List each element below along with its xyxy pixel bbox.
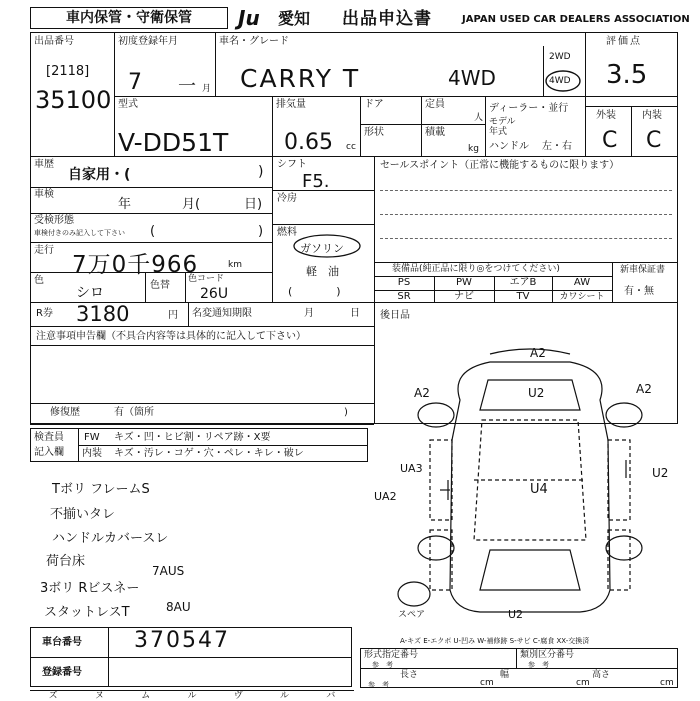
recycle-value: 3180 — [76, 302, 130, 326]
shift-label: シフト — [277, 159, 307, 170]
inspector-row2: キズ・汚レ・コゲ・穴・ペレ・キレ・破レ — [114, 448, 304, 459]
color-value: シロ — [76, 285, 104, 301]
form-type-sub: 参 考 — [372, 661, 393, 669]
handwritten-note-7: 8AU — [166, 600, 191, 614]
interior-label: 内装 — [642, 110, 662, 121]
exterior-label: 外装 — [596, 110, 616, 121]
later-docs-label: 後日品 — [380, 310, 410, 321]
displacement-value: 0.65 — [284, 130, 333, 155]
ju-logo — [238, 8, 278, 30]
bottom-cell-5: ヴ — [233, 691, 243, 701]
height-label: 高さ — [592, 670, 611, 680]
name-change-day: 日 — [350, 308, 360, 319]
lot-number: 35100 — [35, 86, 112, 114]
handwritten-note-6: スタットレスT — [44, 605, 130, 620]
new-warranty-label: 新車保証書 — [620, 265, 666, 275]
height-unit: cm — [660, 678, 674, 688]
repair-label: 修復歴 — [50, 407, 80, 418]
inspector-row2-head: 内装 — [82, 448, 102, 459]
ju-logo-text: Ju — [238, 6, 260, 30]
dealer-label: ディーラー・並行 — [489, 103, 569, 114]
storage-label: 車内保管・守衛保管 — [30, 7, 228, 29]
car-name: CARRY T — [240, 64, 361, 93]
inspector-label: 検査員 — [34, 432, 64, 443]
equip-pw: PW — [456, 277, 472, 288]
drive-2wd: 2WD — [549, 52, 571, 62]
capacity-label: 定員 — [425, 99, 445, 110]
shift-value: F5. — [302, 171, 330, 192]
inspection-label: 車検 — [34, 189, 54, 200]
history-close: ) — [258, 164, 264, 180]
first-registration-dash: 一 — [178, 76, 196, 97]
name-change-month: 月 — [304, 308, 314, 319]
reception-note: 車検付きのみ記入して下さい — [34, 229, 125, 237]
damage-legend: A-キズ E-エクボ U-凹み W-補修跡 S-サビ C-腐食 XX-交換済 — [400, 637, 590, 645]
chassis-label: 車台番号 — [42, 637, 82, 648]
fuel-label: 燃料 — [277, 227, 297, 238]
load-label: 積載 — [425, 127, 445, 138]
class-no-label: 類別区分番号 — [520, 650, 575, 660]
handle-side: 左・右 — [542, 141, 572, 152]
displacement-unit: cc — [346, 142, 356, 152]
handwritten-note-2: 不揃いタレ — [50, 507, 116, 522]
equip-navi: ナビ — [454, 291, 474, 302]
cooler-label: 冷房 — [277, 193, 297, 204]
bottom-cell-1: ズ — [48, 691, 58, 701]
form-type-label: 形式指定番号 — [364, 650, 419, 660]
width-unit: cm — [576, 678, 590, 688]
model-label: 型式 — [118, 99, 138, 110]
diagram-mark-6: UA3 — [400, 462, 423, 475]
fuel-gasoline: ガソリン — [300, 242, 344, 255]
drive-4wd: 4WD — [549, 76, 571, 86]
lot-number-label: 出品番号 — [34, 36, 74, 47]
bottom-cell-7: バ — [326, 691, 336, 701]
color-change-label: 色替 — [150, 280, 170, 291]
color-code-label: 色コード — [188, 274, 225, 284]
car-drive-note: 4WD — [448, 66, 496, 90]
diagram-mark-3: A2 — [414, 386, 430, 400]
handwritten-note-4: 荷台床 — [46, 554, 86, 569]
repair-value: 有（箇所 — [114, 407, 154, 418]
reception-label: 受検形態 — [34, 215, 74, 226]
handle-label: ハンドル — [489, 141, 529, 152]
diagram-mark-1: A2 — [530, 346, 546, 360]
inspection-month: 月( — [182, 197, 201, 212]
reception-close: ) — [258, 224, 264, 239]
association-name: JAPAN USED CAR DEALERS ASSOCIATION — [462, 14, 690, 25]
inspector-row1: キズ・凹・ヒビ割・リペア跡・X要 — [114, 432, 271, 443]
bottom-cell-4: ル — [187, 691, 197, 701]
displacement-label: 排気量 — [276, 99, 306, 110]
inspector-row1-head: FW — [84, 432, 100, 443]
exterior-value: C — [602, 128, 618, 153]
diagram-mark-7: U4 — [530, 482, 548, 497]
diagram-mark-4: A2 — [636, 382, 652, 396]
handwritten-note-3: ハンドルカバースレ — [52, 531, 169, 546]
handwritten-note-1: Tボリ フレームS — [52, 482, 150, 497]
inspection-year: 年 — [118, 197, 132, 212]
diagram-mark-8: UA2 — [374, 490, 397, 503]
equipment-label: 装備品(純正品に限り◎をつけてください) — [392, 264, 560, 274]
first-registration-label: 初度登録年月 — [118, 36, 178, 47]
equip-aw: AW — [573, 277, 591, 288]
door-label: ドア — [364, 99, 384, 110]
color-label: 色 — [34, 275, 44, 286]
chassis-number: 370547 — [134, 628, 230, 653]
length-label: 長さ — [400, 670, 419, 680]
selling-point-label: セールスポイント（正常に機能するものに限ります） — [380, 160, 620, 171]
equip-airbag: エアB — [509, 277, 537, 288]
mileage-label: 走行 — [34, 245, 54, 256]
grade-label: 評価点 — [606, 36, 642, 47]
grade-value: 3.5 — [606, 60, 648, 90]
length-unit: cm — [480, 678, 494, 688]
car-name-label: 車名・グレード — [219, 36, 289, 47]
fuel-diesel: 軽 油 — [306, 265, 339, 278]
history-label: 車歴 — [34, 159, 54, 170]
diagram-mark-5: U2 — [652, 466, 669, 480]
equip-leather: カワシート — [559, 292, 605, 302]
capacity-unit: 人 — [474, 113, 484, 123]
notes-label: 注意事項申告欄（不具合内容等は具体的に記入して下さい） — [36, 331, 306, 342]
diagram-mark-9: U2 — [508, 608, 524, 621]
mileage-value: 7万0千966 — [72, 252, 199, 278]
diagram-mark-2: U2 — [528, 386, 545, 400]
interior-value: C — [646, 128, 662, 153]
document-title: 出品申込書 — [342, 9, 432, 29]
bottom-cell-3: ム — [141, 691, 151, 701]
new-warranty-value: 有・無 — [624, 286, 654, 297]
class-no-sub: 参 考 — [528, 661, 549, 669]
shape-label: 形状 — [364, 127, 384, 138]
handwritten-note-5: 3ボリ Rビスネー — [40, 581, 140, 596]
mileage-unit: km — [228, 260, 242, 270]
spare-label: スペア — [398, 610, 426, 620]
width-label: 幅 — [500, 670, 510, 680]
fuel-gasoline-circle — [292, 234, 362, 258]
inspection-day: 日) — [244, 197, 263, 212]
bottom-cell-6: ル — [280, 691, 290, 701]
equip-tv: TV — [516, 291, 530, 302]
load-unit: kg — [468, 144, 479, 154]
handwritten-note-8: 7AUS — [152, 564, 185, 578]
equip-ps: PS — [397, 277, 411, 288]
dims-sub: 参 考 — [368, 681, 389, 689]
color-code: 26U — [200, 286, 229, 302]
bottom-row — [30, 690, 354, 700]
lot-subnumber: [2118] — [46, 64, 90, 79]
model-value: V-DD51T — [118, 128, 229, 157]
repair-close: ) — [344, 407, 348, 418]
equip-sr: SR — [397, 291, 411, 302]
recycle-label: R券 — [36, 308, 53, 319]
first-registration-year: 7 — [128, 70, 142, 95]
name-change-label: 名変通知期限 — [192, 308, 252, 319]
org-name: 愛知 — [278, 9, 311, 28]
reception-open: ( — [150, 224, 156, 239]
bottom-cell-2: ヌ — [94, 691, 104, 701]
recycle-unit: 円 — [168, 310, 178, 321]
drive-4wd-circle — [543, 68, 583, 94]
inspector-entry-label: 記入欄 — [34, 447, 64, 458]
fuel-other: ( ) — [288, 285, 341, 298]
model-year-label: モデル 年式 — [489, 117, 516, 137]
registration-label: 登録番号 — [42, 667, 82, 678]
history-value: 自家用・( — [68, 167, 131, 183]
first-registration-month-unit: 月 — [202, 84, 212, 94]
